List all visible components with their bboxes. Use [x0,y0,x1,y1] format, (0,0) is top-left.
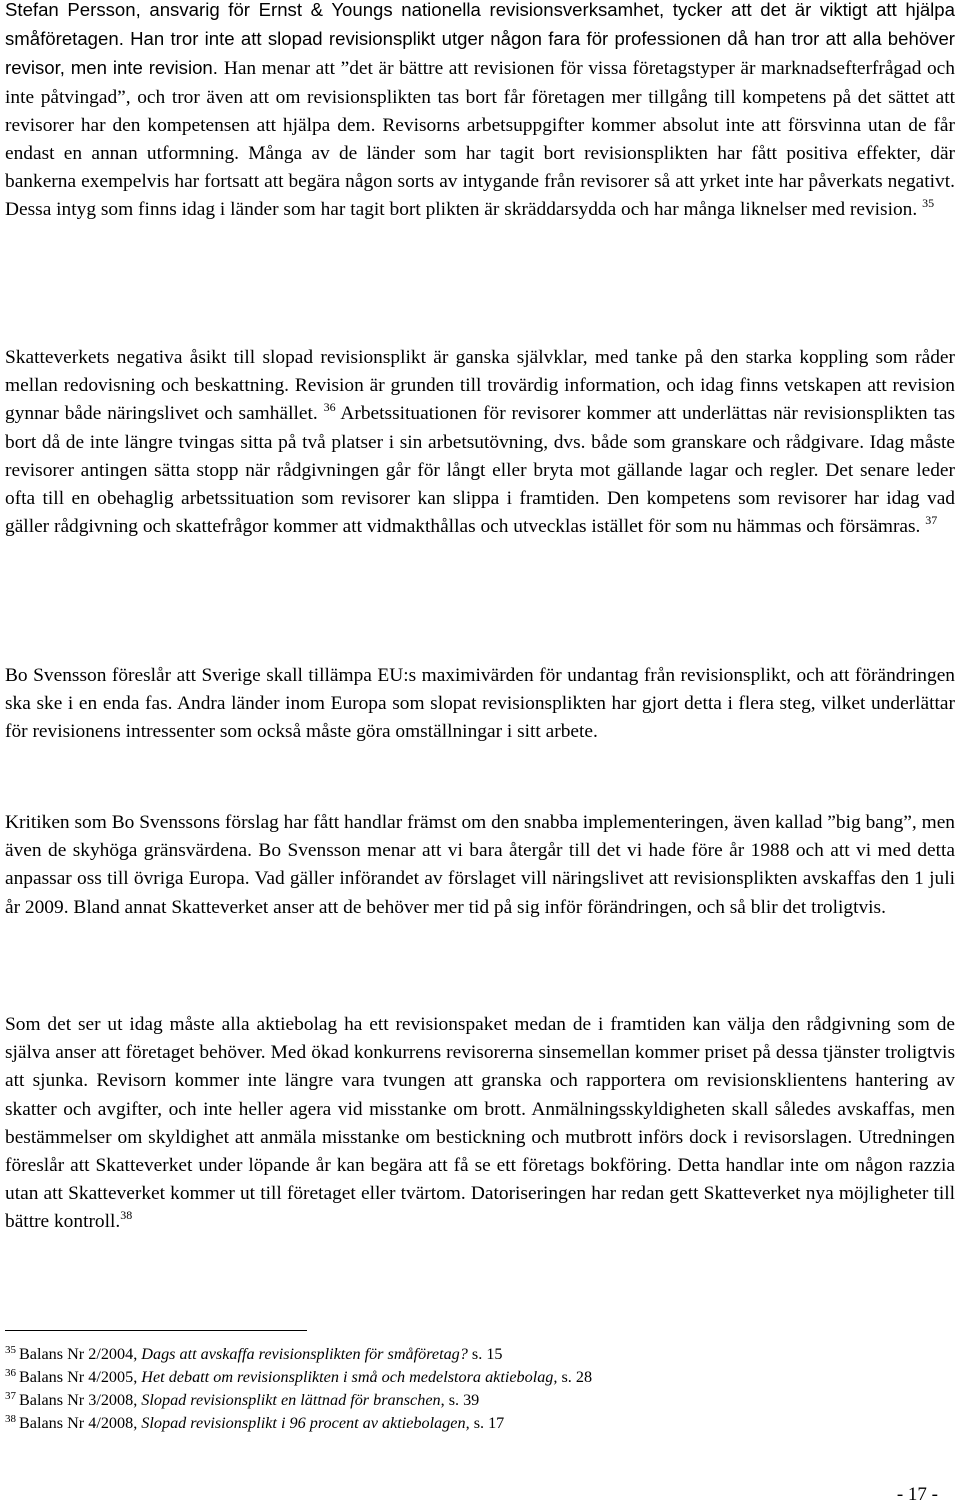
footnote-title: Het debatt om revisionsplikten i små och medelstora aktiebolag, [141,1368,558,1386]
footnote-38 [5,1412,955,1435]
paragraph-1-segment-4: Många av de länder som har tagit bort revisionsplikten har fått positiva effekter, där bankerna exempelvis har fortsatt att begära någon sorts av intygande från revisorer så att yrket inte har påverkats negativt. Dessa intyg som finns idag i länder som har tagit bort plikten är skräddarsydda och har många liknelser med revision. [5,143,956,221]
paragraph-2-segment-1: Skatteverkets negativa åsikt till slopad revisionsplikt är ganska självklar, med tanke på den starka koppling som råder mellan redovisning och beskattning. Revision är grunden till trovärdig information, och idag finns vetskapen att revision gynnar både näringslivet och samhället. [5,347,955,425]
footnote-35 [5,1343,955,1366]
paragraph-2-segment-2: Arbetssituationen för revisorer kommer att underlättas när revisionsplikten tas bort då de inte längre tvingas sitta på två platser i sin arbetsutövning, dvs. både som granskare och rådgivare. Idag måste revisorer antingen sätta stopp när rådgivningen går för långt eller bryta mot gällande lagar och regler. Det senare leder ofta till en obehaglig arbetssituation som revisorer kan slippa i framtiden. Den kompetens som revisorer har idag vad gäller rådgivning och skattefrågor kommer att vidmakthållas och utvecklas istället för som nu hämmas och försämras. [5,403,956,538]
paragraph-3 [5,662,955,747]
paragraph-3-segment-1: Bo Svensson föreslår att Sverige skall tillämpa EU:s maximivärden för undantag från revisionsplikt, och att förändringen ska ske i en enda fas. Andra länder inom Europa som slopat revisionsplikten har gjort detta i flera steg, vilket underlättar för revisionens intressenter som också måste göra omställningar i sitt arbete. [5,665,955,743]
footnote-page: s. 17 [469,1414,505,1432]
footnotes [5,1343,955,1435]
footnote-source: Balans Nr 4/2005, [19,1368,142,1386]
footnote-divider [5,1330,307,1331]
footnote-ref-35: 35 [922,196,935,211]
paragraph-1-segment-3: Revisorns arbetsuppgifter kommer absolut inte att försvinna utan de får endast en annan utformning. [5,114,955,165]
footnote-ref-37: 37 [925,513,938,528]
footnote-36 [5,1366,955,1389]
paragraph-5 [5,1011,955,1237]
footnote-source: Balans Nr 3/2008, [19,1391,142,1409]
page-number: - 17 - [896,1484,938,1505]
footnote-page: s. 28 [557,1368,593,1386]
document-page [5,0,955,1509]
paragraph-5-segment-1: Som det ser ut idag måste alla aktiebolag ha ett revisionspaket medan de i framtiden kan välja den rådgivning som de själva anser att företaget behöver. Med ökad konkurrens revisorerna sinsemellan kommer priset på dessa tjänster troligtvis att sjunka. Revisorn kommer inte längre vara tvungen att granska och rapportera om revisionsklientens hantering av skatter och avgifter, och inte heller agera vid misstanke om brott. Anmälningsskyldigheten skall således avskaffas, men bestämmelser om skyldighet att anmäla misstanke om bestickning och mutbrott införs dock i revisorslagen. Utredningen föreslår att Skatteverket under löpande år kan begära att få se ett företags bokföring. Detta handlar inte om någon razzia utan att Skatteverket kommer ut till företaget eller tvärtom. Datoriseringen har redan gett Skatteverket nya möjligheter till bättre kontroll. [5,1014,955,1233]
footnote-37 [5,1389,955,1412]
footnote-source: Balans Nr 4/2008, [19,1414,142,1432]
footnote-number: 38 [5,1413,16,1425]
footnote-page: , s. 39 [440,1391,480,1409]
footnote-number: 35 [5,1344,16,1356]
footnote-title: Slopad revisionsplikt i 96 procent av aktiebolagen, [141,1414,470,1432]
paragraph-1 [5,0,955,225]
footnote-number: 37 [5,1390,16,1402]
footnote-title: Dags att avskaffa revisionsplikten för småföretag? [141,1345,468,1363]
footnote-number: 36 [5,1367,16,1379]
footnote-page: s. 15 [467,1345,503,1363]
paragraph-1-segment-1: Stefan Persson, ansvarig för Ernst & Youngs nationella revisionsverksamhet, tycker att det är viktigt att hjälpa småföretagen. Han tror inte att slopad revisionsplikt utger någon fara för professionen då han tror att alla behöver revisor, men inte revision. [5,0,955,79]
paragraph-4-segment-1: Kritiken som Bo Svenssons förslag har fått handlar främst om den snabba implementeringen, även kallad ”big bang”, men även de skyhöga gränsvärdena. Bo Svensson menar att vi bara återgår till det vi hade före år 1988 och att vi med detta anpassar oss till övriga Europa. Vad gäller införandet av förslaget vill näringslivet att revisionsplikten avskaffas den 1 juli år 2009. Bland annat Skatteverket anser att de behöver mer tid på sig inför förändringen, och så blir det troligtvis. [5,812,955,918]
footnote-title: Slopad revisionsplikt en lättnad för branschen [141,1391,441,1409]
footnote-source: Balans Nr 2/2004, [19,1345,142,1363]
footnote-ref-36: 36 [323,400,336,415]
paragraph-4 [5,809,955,922]
paragraph-2 [5,344,955,541]
footnote-ref-38: 38 [120,1208,133,1223]
paragraph-1-segment-2: Han menar att ”det är bättre att revisionen för vissa företagstyper är marknadsefterfrågad och inte påtvingad”, och tror även att om revisionsplikten tas bort får företagen mer tillgång till kompetens på det sättet att revisorer har den kompetensen att hjälpa dem. [5,58,955,136]
